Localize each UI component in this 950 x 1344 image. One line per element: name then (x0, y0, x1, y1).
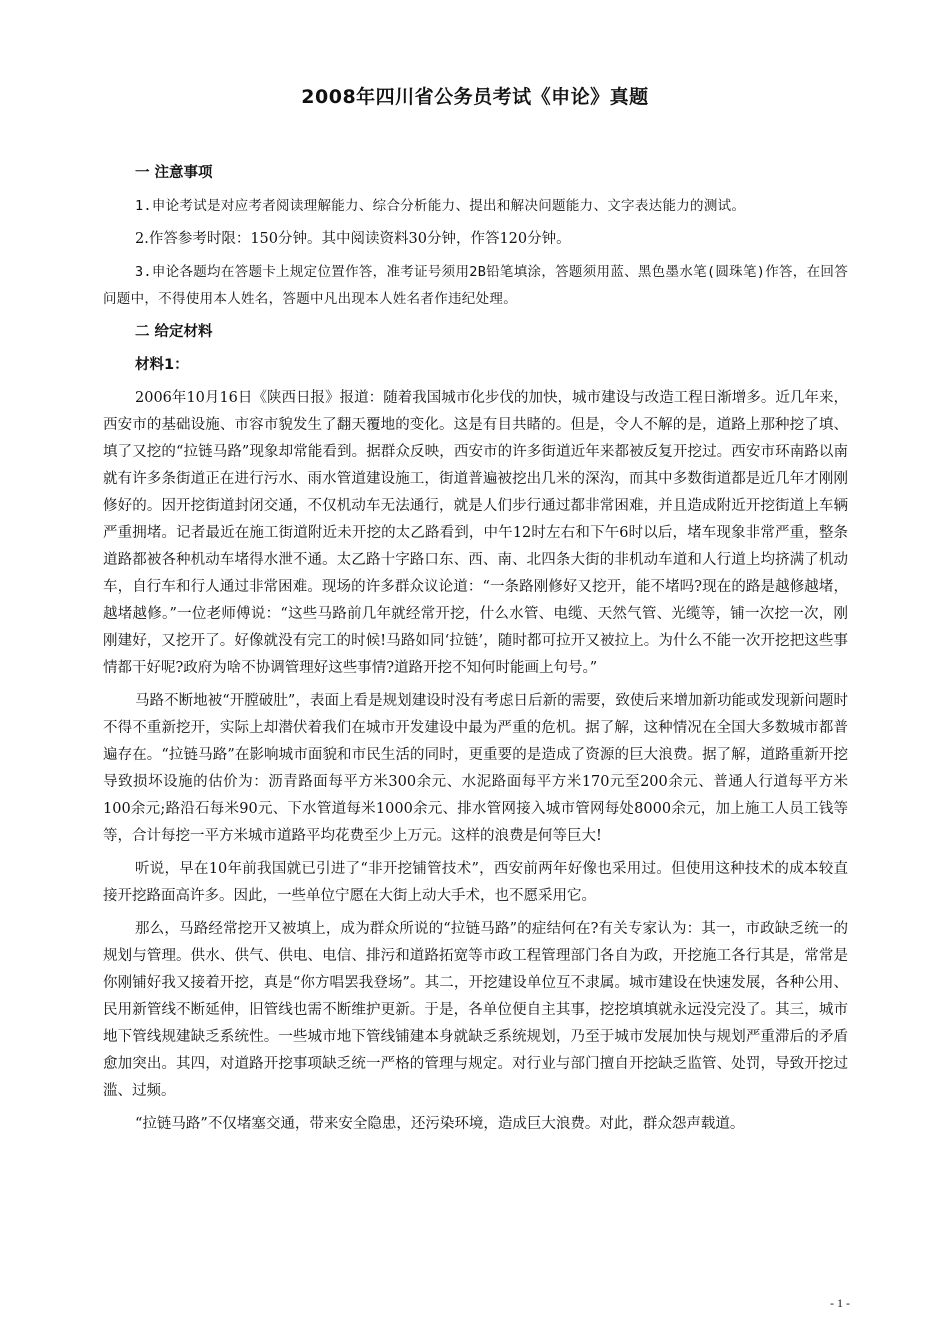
section-heading-materials: 二 给定材料 (135, 324, 213, 340)
note-item: 2.作答参考时限：150分钟。其中阅读资料30分钟，作答120分钟。 (135, 231, 571, 247)
note-item: 1.申论考试是对应考者阅读理解能力、综合分析能力、提出和解决问题能力、文字表达能力的测试。 (135, 198, 746, 214)
material-paragraph: 2006年10月16日《陕西日报》报道：随着我国城市化步伐的加快，城市建设与改造工程日渐增多。近几年来，西安市的基础设施、市容市貌发生了翻天覆地的变化。这是有目共睹的。但是，令人不解的是，道路上那种挖了填、填了又挖的“拉链马路”现象却常能看到。据群众反映，西安市的许多街道近年来都被反复开挖过。西安市环南路以南就有许多条街道正在进行污水、雨水管道建设施工，街道普遍被挖出几米的深沟，而其中多数街道都是近几年才刚刚修好的。因开挖街道封闭交通，不仅机动车无法通行，就是人们步行通过都非常困难，并且造成附近开挖街道上车辆严重拥堵。记者最近在施工街道附近未开挖的太乙路看到，中午12时左右和下午6时以后，堵车现象非常严重，整条道路都被各种机动车堵得水泄不通。太乙路十字路口东、西、南、北四条大街的非机动车道和人行道上均挤满了机动车，自行车和行人通过非常困难。现场的许多群众议论道：“一条路刚修好又挖开，能不堵吗?现在的路是越修越堵，越堵越修。”一位老师傅说：“这些马路前几年就经常开挖，什么水管、电缆、天然气管、光缆等，铺一次挖一次，刚刚建好，又挖开了。好像就没有完工的时候!马路如同‘拉链’，随时都可拉开又被拉上。为什么不能一次开挖把这些事情都干好呢?政府为啥不协调管理好这些事情?道路开挖不知何时能画上句号。” (103, 390, 848, 676)
page-number: - 1 - (830, 1296, 850, 1310)
note-item: 3.申论各题均在答题卡上规定位置作答，准考证号须用2B铅笔填涂，答题须用蓝、黑色墨水笔(圆珠笔)作答，在回答问题中，不得使用本人姓名，答题中凡出现本人姓名者作违纪处理。 (103, 264, 848, 307)
material-paragraph: 马路不断地被“开膛破肚”，表面上看是规划建设时没有考虑日后新的需要，致使后来增加新功能或发现新问题时不得不重新挖开，实际上却潜伏着我们在城市开发建设中最为严重的危机。据了解，这种情况在全国大多数城市都普遍存在。“拉链马路”在影响城市面貌和市民生活的同时，更重要的是造成了资源的巨大浪费。据了解，道路重新开挖导致损坏设施的估价为：沥青路面每平方米300余元、水泥路面每平方米170元至200余元、普通人行道每平方米100余元;路沿石每米90元、下水管道每米1000余元、排水管网接入城市管网每处8000余元，加上施工人员工钱等等，合计每挖一平方米城市道路平均花费至少上万元。这样的浪费是何等巨大! (103, 693, 848, 844)
material-paragraph: “拉链马路”不仅堵塞交通，带来安全隐患，还污染环境，造成巨大浪费。对此，群众怨声载道。 (135, 1116, 745, 1132)
material-paragraph: 听说，早在10年前我国就已引进了“非开挖铺管技术”，西安前两年好像也采用过。但使用这种技术的成本较直接开挖路面高许多。因此，一些单位宁愿在大街上动大手术，也不愿采用它。 (103, 861, 848, 904)
section-heading-notes: 一 注意事项 (135, 165, 213, 181)
material-label: 材料1： (135, 357, 189, 373)
material-paragraph: 那么，马路经常挖开又被填上，成为群众所说的“拉链马路”的症结何在?有关专家认为：其一，市政缺乏统一的规划与管理。供水、供气、供电、电信、排污和道路拓宽等市政工程管理部门各自为政，开挖施工各行其是，常常是你刚铺好我又接着开挖，真是“你方唱罢我登场”。其二，开挖建设单位互不隶属。城市建设在快速发展，各种公用、民用新管线不断延伸，旧管线也需不断维护更新。于是，各单位便自主其事，挖挖填填就永远没完没了。其三，城市地下管线规建缺乏系统性。一些城市地下管线铺建本身就缺乏系统规划，乃至于城市发展加快与规划严重滞后的矛盾愈加突出。其四，对道路开挖事项缺乏统一严格的管理与规定。对行业与部门擅自开挖缺乏监管、处罚，导致开挖过滥、过频。 (103, 921, 848, 1099)
document-body (103, 160, 848, 1144)
document-title: 2008年四川省公务员考试《申论》真题 (301, 86, 649, 108)
